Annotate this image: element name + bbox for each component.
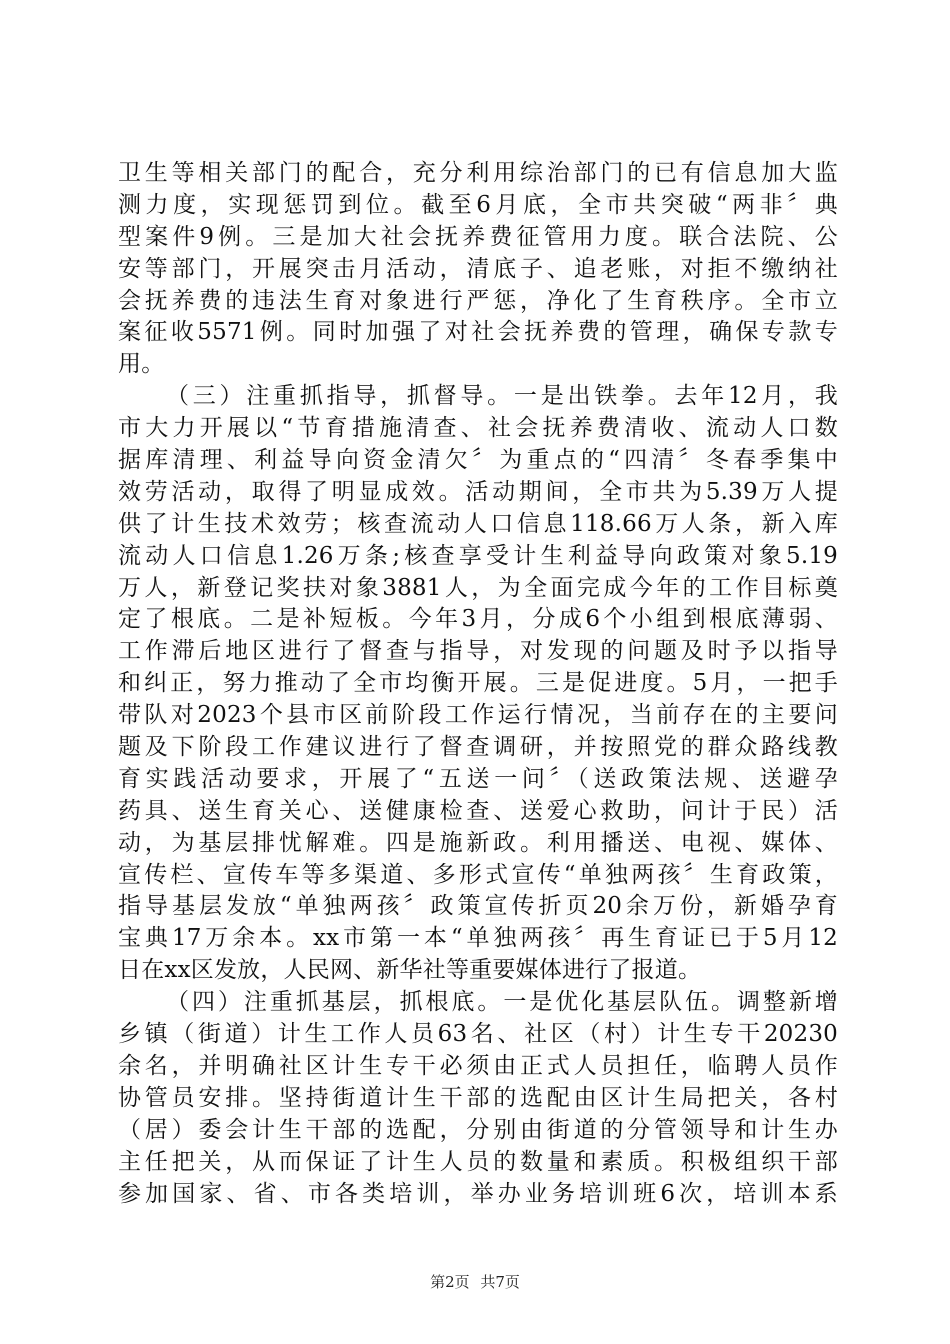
- text-line: 乡镇（街道）计生工作人员63名、社区（村）计生专干20230: [118, 1021, 838, 1048]
- document-body: [118, 158, 838, 1210]
- text-line: 工作滞后地区进行了督查与指导，对发现的问题及时予以指导: [118, 638, 838, 665]
- text-line: 效劳活动，取得了明显成效。活动期间，全市共为5.39万人提: [118, 478, 838, 505]
- text-line: 日在xx区发放，人民网、新华社等重要媒体进行了报道。: [118, 957, 702, 984]
- text-line: 测力度，实现惩罚到位。截至6月底，全市共突破“两非〞典: [118, 191, 838, 218]
- text-line: 题及下阶段工作建议进行了督查调研，并按照党的群众路线教: [118, 734, 838, 761]
- text-line: 定了根底。二是补短板。今年3月，分成6个小组到根底薄弱、: [118, 606, 838, 633]
- text-line: 案征收5571例。同时加强了对社会抚养费的管理，确保专款专: [118, 319, 838, 346]
- paragraph-start-line: （四）注重抓基层，抓根底。一是优化基层队伍。调整新增: [166, 989, 838, 1016]
- text-line: 带队对2023个县市区前阶段工作运行情况，当前存在的主要问: [118, 702, 838, 729]
- text-line: 和纠正，努力推动了全市均衡开展。三是促进度。5月，一把手: [118, 670, 838, 697]
- text-line: 指导基层发放“单独两孩〞政策宣传折页20余万份，新婚孕育: [118, 893, 838, 920]
- text-line: 药具、送生育关心、送健康检查、送爱心救助，问计于民）活: [118, 797, 838, 824]
- page-total: 共7页: [480, 1273, 520, 1291]
- text-line: 安等部门，开展突击月活动，清底子、追老账，对拒不缴纳社: [118, 255, 838, 282]
- text-line: 型案件9例。三是加大社会抚养费征管用力度。联合法院、公: [118, 223, 838, 250]
- text-line: 流动人口信息1.26万条;核查享受计生利益导向政策对象5.19: [118, 542, 838, 569]
- text-line: 卫生等相关部门的配合，充分利用综治部门的已有信息加大监: [118, 160, 838, 186]
- text-line: 宝典17万余本。xx市第一本“单独两孩〞再生育证已于5月12: [118, 925, 838, 952]
- page-footer: [0, 1272, 950, 1292]
- text-line: 据库清理、利益导向资金清欠〞为重点的“四清〞冬春季集中: [118, 447, 838, 474]
- text-line: （居）委会计生干部的选配，分别由街道的分管领导和计生办: [118, 1116, 838, 1143]
- text-line: 市大力开展以“节育措施清查、社会抚养费清收、流动人口数: [118, 415, 838, 442]
- paragraph-start-line: （三）注重抓指导，抓督导。一是出铁拳。去年12月，我: [166, 383, 838, 410]
- text-line: 育实践活动要求，开展了“五送一问〞（送政策法规、送避孕: [118, 765, 838, 792]
- text-line: 宣传栏、宣传车等多渠道、多形式宣传“单独两孩〞生育政策，: [118, 861, 838, 888]
- text-line: 万人，新登记奖扶对象3881人，为全面完成今年的工作目标奠: [118, 574, 838, 601]
- text-line: 主任把关，从而保证了计生人员的数量和素质。积极组织干部: [118, 1148, 838, 1175]
- text-line: 参加国家、省、市各类培训，举办业务培训班6次，培训本系: [118, 1180, 838, 1207]
- text-line: 协管员安排。坚持街道计生干部的选配由区计生局把关，各村: [118, 1084, 838, 1111]
- text-line: 供了计生技术效劳；核查流动人口信息118.66万人条，新入库: [118, 510, 838, 537]
- page-number: 第2页: [430, 1273, 470, 1291]
- text-line: 会抚养费的违法生育对象进行严惩，净化了生育秩序。全市立: [118, 287, 838, 314]
- text-line: 用。: [118, 351, 165, 378]
- text-line: 动，为基层排忧解难。四是施新政。利用播送、电视、媒体、: [118, 829, 838, 856]
- text-line: 余名，并明确社区计生专干必须由正式人员担任，临聘人员作: [118, 1052, 838, 1079]
